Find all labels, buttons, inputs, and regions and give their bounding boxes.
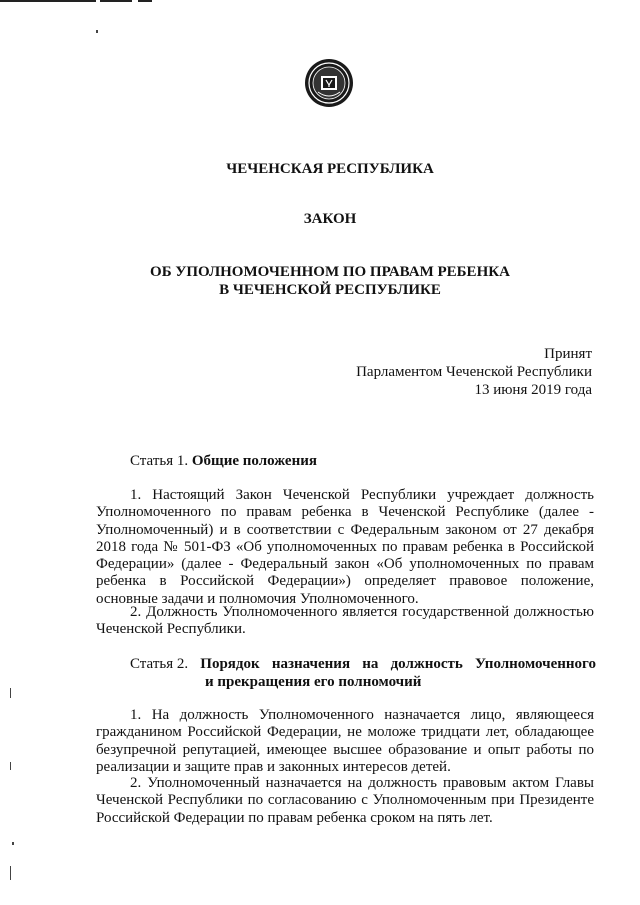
- region-title: ЧЕЧЕНСКАЯ РЕСПУБЛИКА: [226, 161, 434, 177]
- adoption-accepted: Принят: [544, 346, 592, 362]
- article-1-heading: [130, 452, 317, 470]
- article-2-title-word: назначения: [271, 656, 351, 672]
- article-1-label: Статья 1.: [130, 453, 189, 469]
- adoption-body: Парламентом Чеченской Республики: [356, 364, 592, 380]
- article-1-title: Общие положения: [191, 453, 317, 469]
- article-1-paragraph-1: 1. Настоящий Закон Чеченской Республики учреждает должность Уполномоченного по правам ребенка в Чеченской Республике (далее - Уполномоченный) и в соответствии с Федеральным законом от 27 декабря 2018 года № 501-ФЗ «Об уполномоченных по правам ребенка в Российской Федерации» (далее - Федеральный закон «Об уполномоченных по правам ребенка в Российской Федерации») определяет правовое положение, основные задачи и полномочия Уполномоченного.: [96, 487, 594, 607]
- article-2-paragraph-1: 1. На должность Уполномоченного назначается лицо, являющееся гражданином Российской Федерации, не моложе тридцати лет, обладающее безупречной репутацией, имеющее высшее образование и опыт работы по реализации и защите прав и законных интересов детей.: [96, 707, 594, 775]
- law-title-line-2: В ЧЕЧЕНСКОЙ РЕСПУБЛИКЕ: [219, 282, 441, 298]
- article-2-label: Статья 2.: [130, 656, 189, 672]
- article-2-title-word: на: [362, 656, 379, 672]
- scan-artifact-line: [0, 0, 96, 2]
- article-2-heading: [130, 655, 596, 691]
- adoption-block: [356, 345, 592, 399]
- scan-speck: [10, 866, 11, 880]
- adoption-date: 13 июня 2019 года: [474, 382, 592, 398]
- scan-artifact-line: [138, 0, 152, 2]
- article-2-title-word: должность: [390, 656, 463, 672]
- scan-artifact-line: [100, 0, 132, 2]
- law-title-line-1: ОБ УПОЛНОМОЧЕННОМ ПО ПРАВАМ РЕБЕНКА: [150, 264, 510, 280]
- scan-speck: [96, 30, 98, 33]
- scan-speck: [10, 762, 11, 770]
- article-2-title-word: Уполномоченного: [475, 656, 596, 672]
- coat-of-arms-emblem-icon: [304, 58, 354, 108]
- scan-speck: [10, 688, 11, 698]
- article-2-paragraph-2: 2. Уполномоченный назначается на должность правовым актом Главы Чеченской Республики по согласованию с Уполномоченным при Президенте Российской Федерации по правам ребенка сроком на пять лет.: [96, 775, 594, 826]
- article-2-title-line-2: и прекращения его полномочий: [205, 674, 422, 690]
- article-1-paragraph-2: 2. Должность Уполномоченного является государственной должностью Чеченской Республики.: [96, 604, 594, 638]
- scan-speck: [12, 842, 14, 845]
- document-type: ЗАКОН: [303, 211, 357, 227]
- article-2-title-word: Порядок: [200, 656, 260, 672]
